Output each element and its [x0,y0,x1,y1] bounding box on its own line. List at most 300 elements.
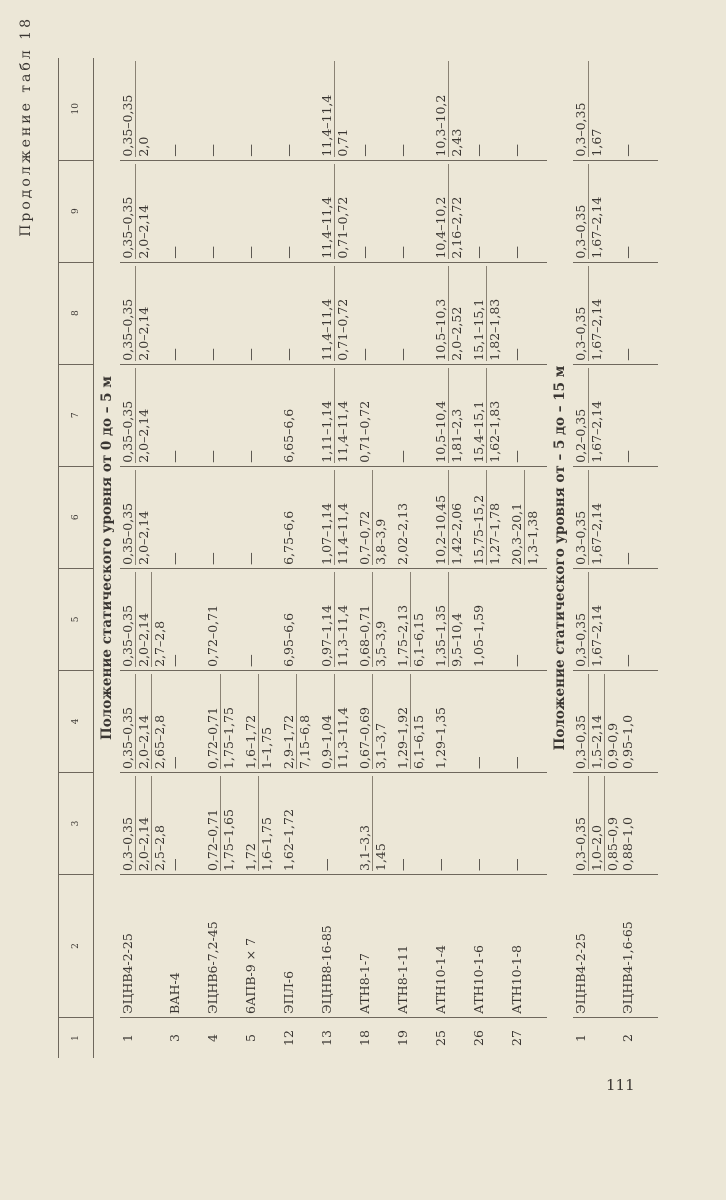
value-cell [167,670,205,772]
cell-value: 0,71–0,72 [357,400,372,463]
cell-value: 0,68–0,71 [357,604,372,667]
value-cell [433,262,471,364]
cell-value: 2,0–2,14 [135,572,151,667]
data-table [58,58,658,1058]
cell-value: 2,0–2,14 [135,674,151,769]
cell-value: — [509,144,524,157]
value-cell [243,466,281,568]
cell-value: 0,3–0,35 [573,612,588,667]
cell-value: — [471,756,486,769]
cell-value: 0,72–0,71 [205,809,220,871]
value-cell [471,364,509,466]
value-cell [471,466,509,568]
header-cell: 4 [59,670,94,772]
value-cell [319,568,357,670]
value-cell [509,670,547,772]
header-cell: 9 [59,160,94,262]
cell-value: 15,4–15,1 [471,400,486,463]
cell-value: 2,43 [448,61,464,157]
value-cell [167,160,205,262]
cell-value: 1,6–1,75 [258,776,274,871]
cell-value: 1,29–1,35 [433,707,448,769]
cell-value: 2,9–1,72 [281,714,296,769]
value-cell [243,160,281,262]
cell-value: 3,5–3,9 [372,572,388,667]
cell-value: — [167,858,182,871]
pump-name: АТН8-1-7 [357,875,395,1018]
cell-value: 2,5–2,8 [151,776,167,871]
cell-value: 0,35–0,35 [120,502,135,565]
cell-value: — [243,552,258,565]
table-row [120,58,167,1058]
cell-value: 0,35–0,35 [120,400,135,463]
value-cell [319,466,357,568]
cell-value: — [395,144,410,157]
value-cell [243,58,281,160]
value-cell [319,262,357,364]
cell-value: — [205,144,220,157]
cell-value: 20,3–20,1 [509,502,524,565]
value-cell [205,670,243,772]
rotated-table-wrapper [18,8,635,1058]
cell-value: 1,3–1,38 [524,470,540,565]
header-cell: 10 [59,58,94,160]
table-row [509,58,547,1058]
pump-name: ЭЦНВ8-16-85 [319,875,357,1018]
cell-value: 1,0–2,0 [588,776,604,871]
cell-value: 0,2–0,35 [573,408,588,463]
cell-value: 0,35–0,35 [120,298,135,361]
cell-value: 1,67–2,14 [588,266,604,361]
cell-value: — [357,348,372,361]
cell-value: 0,67–0,69 [357,707,372,769]
cell-value: — [471,246,486,259]
cell-value: 0,85–0,9 [604,776,620,871]
cell-value: 0,97–1,14 [319,604,334,667]
pump-name: ЭЦНВ4-2-25 [120,875,167,1018]
table-row [357,58,395,1058]
cell-value: — [357,144,372,157]
pump-name: АТН10-1-6 [471,875,509,1018]
cell-value: 9,5–10,4 [448,572,464,667]
value-cell [395,466,433,568]
cell-value: 2,0–2,14 [135,164,151,259]
cell-value: — [167,348,182,361]
row-number: 26 [471,1018,509,1059]
table-row [167,58,205,1058]
cell-value: 1,35–1,35 [433,604,448,667]
row-number: 19 [395,1018,433,1059]
cell-value: — [319,858,334,871]
value-cell [471,568,509,670]
cell-value: 2,0–2,14 [135,776,151,871]
value-cell [471,160,509,262]
value-cell [395,670,433,772]
cell-value: 1,29–1,92 [395,707,410,769]
cell-value: 6,1–6,15 [410,572,426,667]
cell-value: 0,9–1,04 [319,714,334,769]
section-row [94,58,121,1058]
cell-value: 6,65–6,6 [281,408,296,463]
row-number: 12 [281,1018,319,1059]
cell-value: — [620,246,635,259]
header-cell: 7 [59,364,94,466]
cell-value: — [243,246,258,259]
table-row [243,58,281,1058]
value-cell [433,364,471,466]
value-cell [120,364,167,466]
cell-value: 0,3–0,35 [573,510,588,565]
pump-name: ЭЦНВ4-1,6-65 [620,875,658,1018]
value-cell [357,670,395,772]
cell-value: 7,15–6,8 [296,674,312,769]
value-cell [120,262,167,364]
value-cell [281,466,319,568]
cell-value: 0,71–0,72 [334,164,350,259]
value-cell [120,568,167,670]
cell-value: 2,0–2,52 [448,266,464,361]
cell-value: 0,35–0,35 [120,707,135,769]
cell-value: 1,75–1,75 [220,674,236,769]
value-cell [433,160,471,262]
cell-value: 6,75–6,6 [281,510,296,565]
cell-value: — [620,144,635,157]
cell-value: — [620,450,635,463]
cell-value: 1,07–1,14 [319,502,334,565]
value-cell [120,466,167,568]
table-row [573,58,620,1058]
cell-value: 10,3–10,2 [433,94,448,157]
cell-value: 1,45 [372,776,388,871]
value-cell [205,466,243,568]
section-title: Положение статического уровня от 0 до – 5 м [99,376,115,740]
row-number: 1 [573,1018,620,1059]
pump-name: ЭЦНВ6-7,2-45 [205,875,243,1018]
value-cell [167,364,205,466]
value-cell [167,466,205,568]
value-cell [357,466,395,568]
row-number: 5 [243,1018,281,1059]
cell-value: — [281,348,296,361]
cell-value: 0,35–0,35 [120,196,135,259]
value-cell [205,262,243,364]
cell-value: 1,5–2,14 [588,674,604,769]
value-cell [243,772,281,874]
row-number: 27 [509,1018,547,1059]
value-cell [433,670,471,772]
cell-value: — [243,654,258,667]
cell-value: 0,3–0,35 [573,714,588,769]
value-cell [357,568,395,670]
cell-value: 1,62–1,72 [281,809,296,871]
table-row [395,58,433,1058]
cell-value: — [620,552,635,565]
cell-value: 0,3–0,35 [120,817,135,871]
cell-value: 11,3–11,4 [334,674,350,769]
cell-value: — [620,654,635,667]
cell-value: 1,05–1,59 [471,604,486,667]
value-cell [281,58,319,160]
row-number: 2 [620,1018,658,1059]
value-cell [395,58,433,160]
value-cell [319,58,357,160]
cell-value: 2,65–2,8 [151,674,167,769]
cell-value: 15,75–15,2 [471,494,486,565]
cell-value: 11,4–11,4 [319,196,334,259]
cell-value: 1,81–2,3 [448,368,464,463]
cell-value: 2,0–2,14 [135,470,151,565]
row-number: 13 [319,1018,357,1059]
cell-value: 0,3–0,35 [573,817,588,871]
cell-value: — [395,858,410,871]
value-cell [509,772,547,874]
value-cell [573,364,620,466]
cell-value: — [509,858,524,871]
cell-value: — [167,450,182,463]
table-body [94,58,659,1058]
cell-value: — [243,348,258,361]
cell-value: 0,35–0,35 [120,94,135,157]
pump-name: 6АПВ-9 × 7 [243,875,281,1018]
cell-value: — [357,246,372,259]
value-cell [509,58,547,160]
value-cell [620,568,658,670]
cell-value: 0,72–0,71 [205,604,220,667]
value-cell [509,160,547,262]
cell-value: — [167,144,182,157]
cell-value: — [243,450,258,463]
value-cell [205,568,243,670]
cell-value: 1,67–2,14 [588,572,604,667]
value-cell [167,262,205,364]
value-cell [573,58,620,160]
cell-value: — [205,246,220,259]
cell-value: 1,67–2,14 [588,164,604,259]
value-cell [167,58,205,160]
cell-value: 1,72 [243,843,258,871]
cell-value: 0,72–0,71 [205,707,220,769]
value-cell [205,160,243,262]
cell-value: 10,4–10,2 [433,196,448,259]
pump-name: ЭЦНВ4-2-25 [573,875,620,1018]
cell-value: 11,4–11,4 [334,470,350,565]
value-cell [205,364,243,466]
value-cell [167,772,205,874]
cell-value: 2,0–2,14 [135,368,151,463]
row-number: 25 [433,1018,471,1059]
cell-value: 2,0 [135,61,151,157]
header-cell: 3 [59,772,94,874]
cell-value: 11,4–11,4 [319,298,334,361]
cell-value: — [243,144,258,157]
cell-value: 15,1–15,1 [471,298,486,361]
value-cell [120,670,167,772]
cell-value: 0,3–0,35 [573,204,588,259]
value-cell [620,670,658,772]
cell-value: — [167,654,182,667]
value-cell [357,262,395,364]
cell-value: 0,95–1,0 [620,714,635,769]
cell-value: — [205,348,220,361]
cell-value: 11,3–11,4 [334,572,350,667]
cell-value: 3,1–3,7 [372,674,388,769]
value-cell [433,568,471,670]
cell-value: 11,4–11,4 [319,94,334,157]
cell-value: 2,16–2,72 [448,164,464,259]
header-cell: 1 [59,1018,94,1059]
header-cell: 8 [59,262,94,364]
value-cell [573,568,620,670]
section-title: Положение статического уровня от – 5 до – 15 м [552,365,568,751]
row-number: 1 [120,1018,167,1059]
cell-value: 1,67 [588,61,604,157]
value-cell [205,772,243,874]
cell-value: 1,75–2,13 [395,604,410,667]
cell-value: — [205,552,220,565]
value-cell [471,670,509,772]
value-cell [620,364,658,466]
value-cell [620,58,658,160]
value-cell [319,772,357,874]
cell-value: — [205,450,220,463]
value-cell [281,670,319,772]
cell-value: 0,88–1,0 [620,817,635,871]
cell-value: 1,75–1,65 [220,776,236,871]
cell-value: 0,71–0,72 [334,266,350,361]
value-cell [395,262,433,364]
pump-name: ВАН-4 [167,875,205,1018]
cell-value: 3,8–3,9 [372,470,388,565]
cell-value: — [395,246,410,259]
cell-value: — [509,246,524,259]
value-cell [433,466,471,568]
pump-name: ЭПЛ-6 [281,875,319,1018]
value-cell [509,466,547,568]
value-cell [281,262,319,364]
table-row [620,58,658,1058]
header-cell: 2 [59,875,94,1018]
table-row [319,58,357,1058]
cell-value: 10,5–10,3 [433,298,448,361]
value-cell [395,364,433,466]
value-cell [319,160,357,262]
table-row [281,58,319,1058]
value-cell [243,568,281,670]
pump-name: АТН8-1-11 [395,875,433,1018]
value-cell [395,772,433,874]
value-cell [243,670,281,772]
cell-value: 11,4–11,4 [334,368,350,463]
cell-value: — [167,552,182,565]
row-number: 3 [167,1018,205,1059]
cell-value: 0,35–0,35 [120,604,135,667]
cell-value: 3,1–3,3 [357,824,372,871]
value-cell [509,568,547,670]
table-row [205,58,243,1058]
cell-value: 1,82–1,83 [486,266,502,361]
cell-value: — [167,756,182,769]
cell-value: — [509,450,524,463]
value-cell [281,160,319,262]
value-cell [357,772,395,874]
value-cell [243,262,281,364]
cell-value: 0,3–0,35 [573,102,588,157]
value-cell [471,772,509,874]
cell-value: — [395,348,410,361]
cell-value: 1,6–1,72 [243,714,258,769]
value-cell [120,772,167,874]
cell-value: — [433,858,448,871]
cell-value: — [509,348,524,361]
value-cell [620,466,658,568]
value-cell [281,772,319,874]
value-cell [433,58,471,160]
pump-name: АТН10-1-4 [433,875,471,1018]
value-cell [509,364,547,466]
value-cell [357,364,395,466]
cell-value: 1,67–2,14 [588,470,604,565]
row-number: 4 [205,1018,243,1059]
cell-value: 0,9–0,9 [604,674,620,769]
cell-value: 2,7–2,8 [151,572,167,667]
row-number: 18 [357,1018,395,1059]
cell-value: — [281,246,296,259]
value-cell [167,568,205,670]
value-cell [319,364,357,466]
cell-value: — [167,246,182,259]
cell-value: 1,42–2,06 [448,470,464,565]
cell-value: 1,27–1,78 [486,470,502,565]
cell-value: 0,3–0,35 [573,306,588,361]
header-row [59,58,94,1058]
value-cell [205,58,243,160]
value-cell [281,568,319,670]
value-cell [120,160,167,262]
pump-name: АТН10-1-8 [509,875,547,1018]
value-cell [573,262,620,364]
cell-value: 2,02–2,13 [395,502,410,565]
value-cell [620,160,658,262]
value-cell [573,160,620,262]
value-cell [620,262,658,364]
value-cell [433,772,471,874]
cell-value: 2,0–2,14 [135,266,151,361]
cell-value: 0,71 [334,61,350,157]
value-cell [471,262,509,364]
cell-value: 1,67–2,14 [588,368,604,463]
cell-value: — [620,348,635,361]
value-cell [120,58,167,160]
cell-value: 6,95–6,6 [281,612,296,667]
cell-value: — [395,450,410,463]
page-number: 111 [606,1076,635,1094]
cell-value: 10,5–10,4 [433,400,448,463]
cell-value: 10,2–10,45 [433,494,448,565]
cell-value: — [471,858,486,871]
value-cell [620,772,658,874]
header-cell: 5 [59,568,94,670]
value-cell [509,262,547,364]
value-cell [281,364,319,466]
value-cell [243,364,281,466]
value-cell [573,466,620,568]
value-cell [357,58,395,160]
value-cell [395,568,433,670]
cell-value: 6,1–6,15 [410,674,426,769]
value-cell [573,772,620,874]
cell-value: 0,7–0,72 [357,510,372,565]
value-cell [471,58,509,160]
